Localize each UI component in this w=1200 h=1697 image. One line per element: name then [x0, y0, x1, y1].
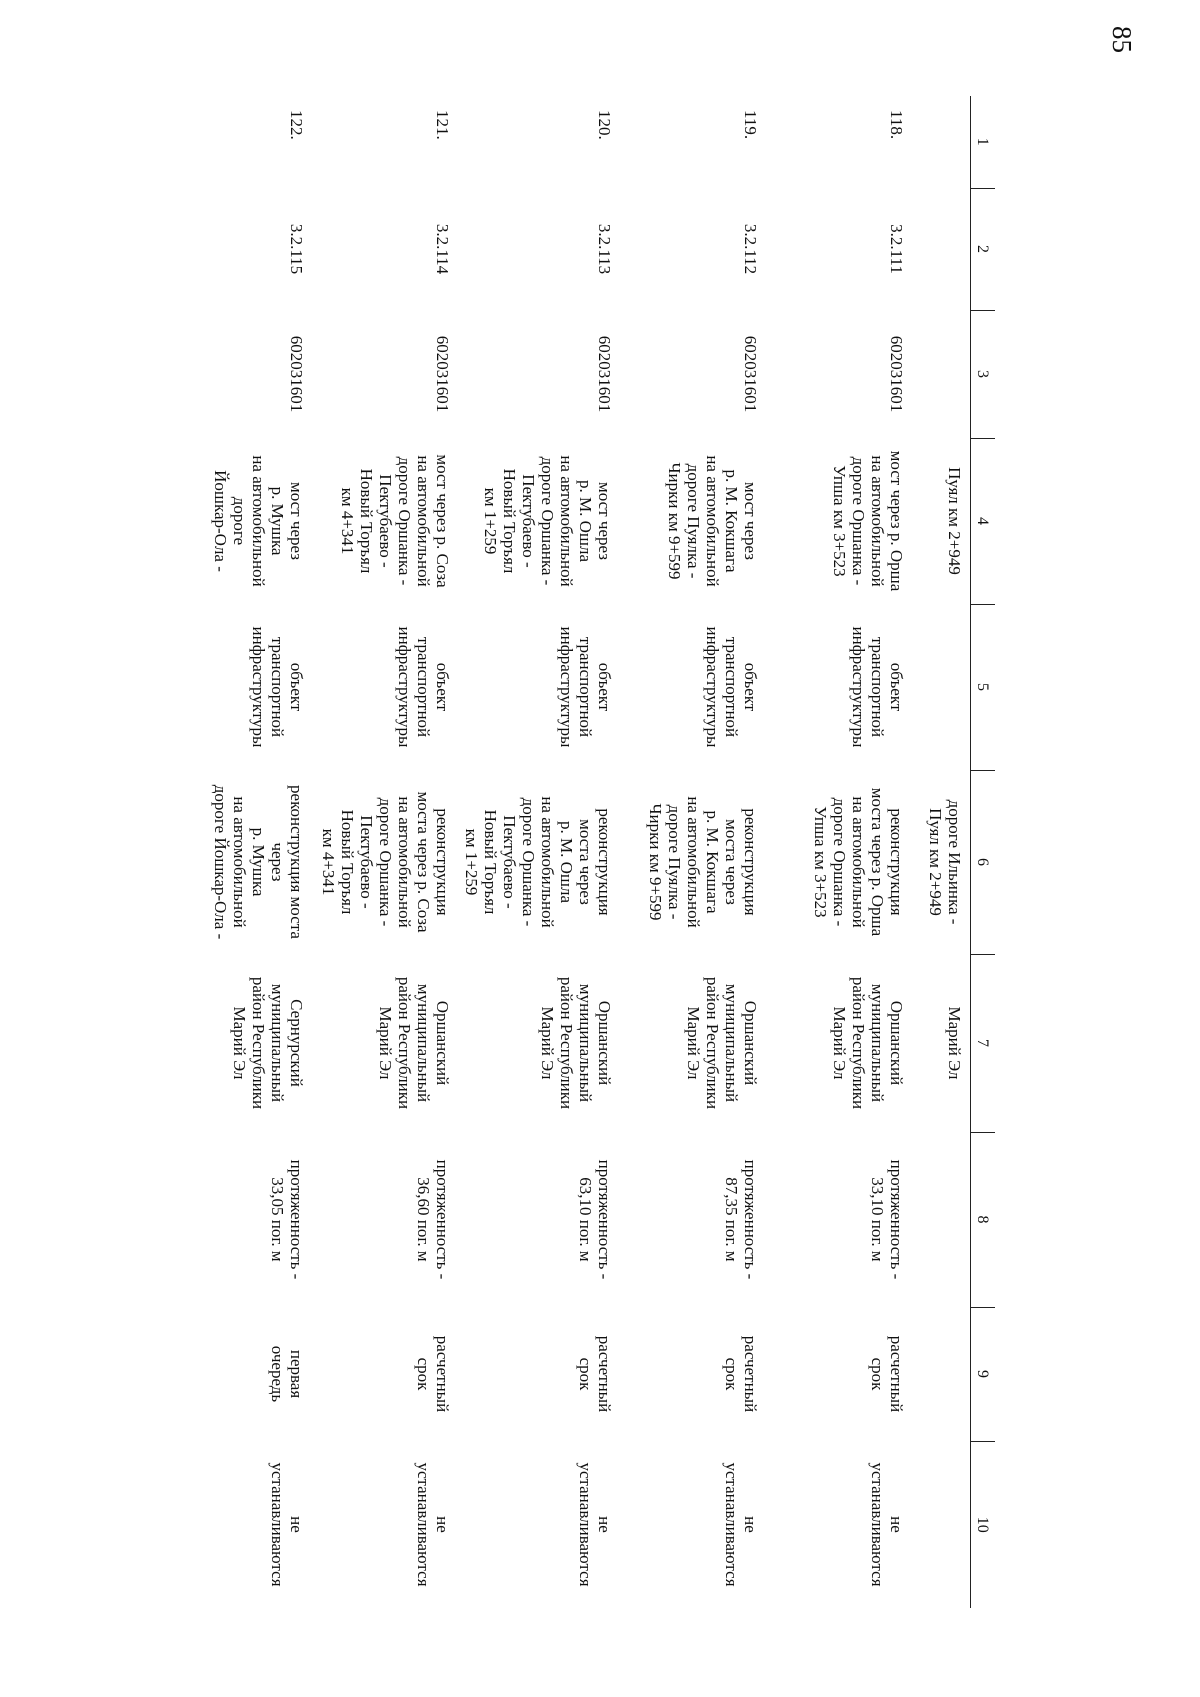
- zones: не устанавливаются: [576, 1462, 614, 1587]
- location-code: 602031601: [887, 335, 906, 413]
- item-code: 3.2.114: [433, 223, 452, 275]
- continuation-row: [916, 96, 971, 1608]
- rotated-table-block: [0, 96, 995, 1608]
- object-type: объект транспортной инфраструктуры: [703, 626, 760, 748]
- object-name: мост через р. М. Кокшага на автомобильной дороге Пуялка - Чирки км 9+599: [665, 455, 760, 587]
- object-name: мост через р. Орша на автомобильной дороге Оршанка - Упша км 3+523: [830, 450, 906, 592]
- term: расчетный срок: [576, 1335, 614, 1413]
- work-description: реконструкция моста через р. Мушка на автомобильной дороге Йошкар-Ола -: [211, 784, 306, 940]
- characteristics: протяженность - 36,60 пог. м: [414, 1159, 452, 1280]
- row-number: 118.: [887, 110, 906, 140]
- object-name: мост через р. М. Ошла на автомобильной дороге Оршанка - Пектубаево - Новый Торъял км 1+259: [481, 455, 614, 587]
- location-code: 602031601: [433, 335, 452, 413]
- table-row: [770, 96, 916, 1608]
- row-number: 119.: [741, 110, 760, 140]
- table-cell: Марий Эл: [945, 1006, 964, 1080]
- row-number: 122.: [287, 110, 306, 140]
- column-number-cell: 4: [971, 438, 996, 604]
- column-number-cell: 9: [971, 1307, 996, 1441]
- location: Сернурский муниципальный район Республики Марий Эл: [230, 976, 306, 1110]
- table-cell: [916, 1441, 971, 1608]
- column-number-cell: 1: [971, 96, 996, 188]
- characteristics: протяженность - 33,05 пог. м: [268, 1159, 306, 1280]
- object-type: объект транспортной инфраструктуры: [849, 626, 906, 748]
- table-cell: [916, 1132, 971, 1307]
- table-row: [624, 96, 770, 1608]
- zones: не устанавливаются: [268, 1462, 306, 1587]
- zones: не устанавливаются: [414, 1462, 452, 1587]
- location: Оршанский муниципальный район Республики Марий Эл: [376, 976, 452, 1110]
- object-type: объект транспортной инфраструктуры: [395, 626, 452, 748]
- location: Оршанский муниципальный район Республики Марий Эл: [684, 976, 760, 1110]
- location-code: 602031601: [287, 335, 306, 413]
- column-number-cell: 6: [971, 770, 996, 954]
- table-row: [316, 96, 462, 1608]
- item-code: 3.2.113: [595, 223, 614, 275]
- table-cell: [916, 188, 971, 310]
- table-cell: Пуял км 2+949: [945, 467, 964, 575]
- term: расчетный срок: [414, 1335, 452, 1413]
- location-code: 602031601: [595, 335, 614, 413]
- term: расчетный срок: [868, 1335, 906, 1413]
- table-cell: [916, 1307, 971, 1441]
- characteristics: протяженность - 87,35 пог. м: [722, 1159, 760, 1280]
- column-number-cell: 5: [971, 604, 996, 770]
- item-code: 3.2.111: [887, 224, 906, 274]
- object-type: объект транспортной инфраструктуры: [557, 626, 614, 748]
- term: расчетный срок: [722, 1335, 760, 1413]
- item-code: 3.2.112: [741, 223, 760, 275]
- characteristics: протяженность - 63,10 пог. м: [576, 1159, 614, 1280]
- object-name: мост через р. Мушка на автомобильной дороге Йошкар-Ола -: [211, 455, 306, 587]
- location: Оршанский муниципальный район Республики Марий Эл: [538, 976, 614, 1110]
- row-number: 121.: [433, 110, 452, 140]
- zones: не устанавливаются: [868, 1462, 906, 1587]
- object-type: объект транспортной инфраструктуры: [249, 626, 306, 748]
- column-number-cell: 8: [971, 1132, 996, 1307]
- work-description: реконструкция моста через р. Орша на автомобильной дороге Оршанка - Упша км 3+523: [811, 787, 906, 937]
- table-cell: [916, 96, 971, 188]
- term: первая очередь: [268, 1345, 306, 1403]
- column-number-cell: 10: [971, 1441, 996, 1608]
- work-description: реконструкция моста через р. Соза на автомобильной дороге Оршанка - Пектубаево - Новый Торъял км 4+341: [319, 791, 452, 933]
- object-name: мост через р. Соза на автомобильной дороге Оршанка - Пектубаево - Новый Торъял км 4+341: [338, 454, 452, 588]
- table-cell: [916, 604, 971, 770]
- characteristics: протяженность - 33,10 пог. м: [868, 1159, 906, 1280]
- location-code: 602031601: [741, 335, 760, 413]
- column-number-row: [971, 96, 996, 1608]
- page-number: 85: [1107, 26, 1137, 53]
- table-row: [462, 96, 624, 1608]
- work-description: реконструкция моста через р. М. Ошла на автомобильной дороге Оршанка - Пектубаево - Новый Торъял км 1+259: [462, 796, 614, 928]
- item-code: 3.2.115: [287, 223, 306, 275]
- table-row: [96, 96, 316, 1608]
- row-number: 120.: [595, 110, 614, 140]
- column-number-cell: 7: [971, 954, 996, 1132]
- table-cell: дороге Ильинка - Пуял км 2+949: [926, 799, 964, 925]
- location: Оршанский муниципальный район Республики Марий Эл: [830, 976, 906, 1110]
- zones: не устанавливаются: [722, 1462, 760, 1587]
- planned-objects-table: [96, 96, 995, 1608]
- table-cell: [916, 310, 971, 438]
- column-number-cell: 3: [971, 310, 996, 438]
- work-description: реконструкция моста через р. М. Кокшага на автомобильной дороге Пуялка - Чирки км 9+599: [646, 796, 760, 928]
- column-number-cell: 2: [971, 188, 996, 310]
